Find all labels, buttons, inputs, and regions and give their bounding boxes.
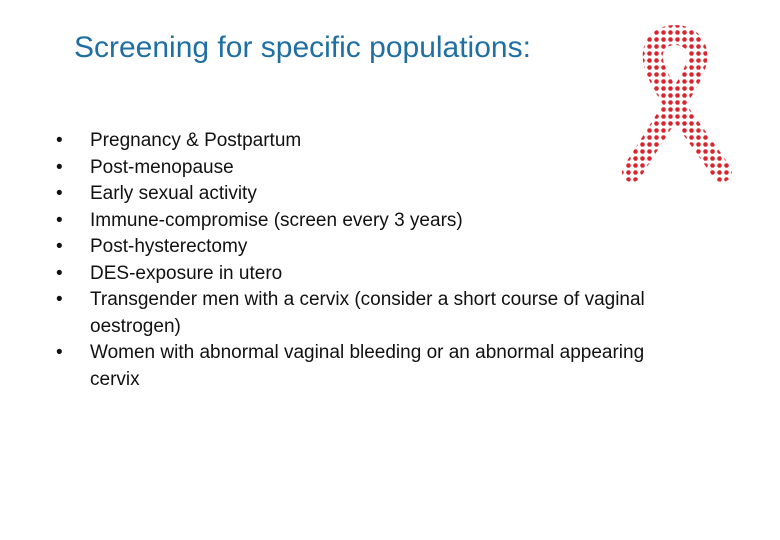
bullet-text: Pregnancy & Postpartum bbox=[90, 130, 302, 151]
bullet-text: Early sexual activity bbox=[90, 183, 257, 204]
bullet-marker: • bbox=[56, 262, 63, 284]
bullet-item-immune-compromise bbox=[56, 208, 674, 235]
bullet-marker: • bbox=[56, 236, 63, 257]
bullet-item-post-hysterectomy bbox=[56, 234, 674, 261]
bullet-item-transgender-men bbox=[56, 287, 674, 340]
bullet-item-abnormal-bleeding bbox=[56, 340, 674, 393]
bullet-item-early-sexual-activity bbox=[56, 181, 674, 208]
bullet-marker: • bbox=[56, 130, 63, 151]
awareness-ribbon-icon bbox=[618, 22, 738, 182]
bullet-item-pregnancy bbox=[56, 128, 674, 155]
bullet-item-post-menopause bbox=[56, 155, 674, 182]
slide-title: Screening for specific populations: bbox=[74, 31, 531, 64]
bullet-marker: • bbox=[56, 209, 63, 231]
bullet-text: Post-menopause bbox=[90, 156, 234, 178]
bullet-marker: • bbox=[56, 342, 63, 363]
bullet-marker: • bbox=[56, 183, 63, 204]
bullet-text: Women with abnormal vaginal bleeding or an abnormal appearing cervix bbox=[90, 342, 645, 390]
bullet-text: Post-hysterectomy bbox=[90, 236, 248, 257]
bullet-text: Transgender men with a cervix (consider a short course of vaginal oestrogen) bbox=[90, 289, 645, 337]
bullet-list bbox=[56, 128, 674, 393]
bullet-text: Immune-compromise (screen every 3 years) bbox=[90, 209, 463, 231]
bullet-text: DES-exposure in utero bbox=[90, 262, 283, 284]
bullet-item-des-exposure bbox=[56, 261, 674, 288]
bullet-marker: • bbox=[56, 289, 63, 310]
bullet-marker: • bbox=[56, 156, 63, 178]
